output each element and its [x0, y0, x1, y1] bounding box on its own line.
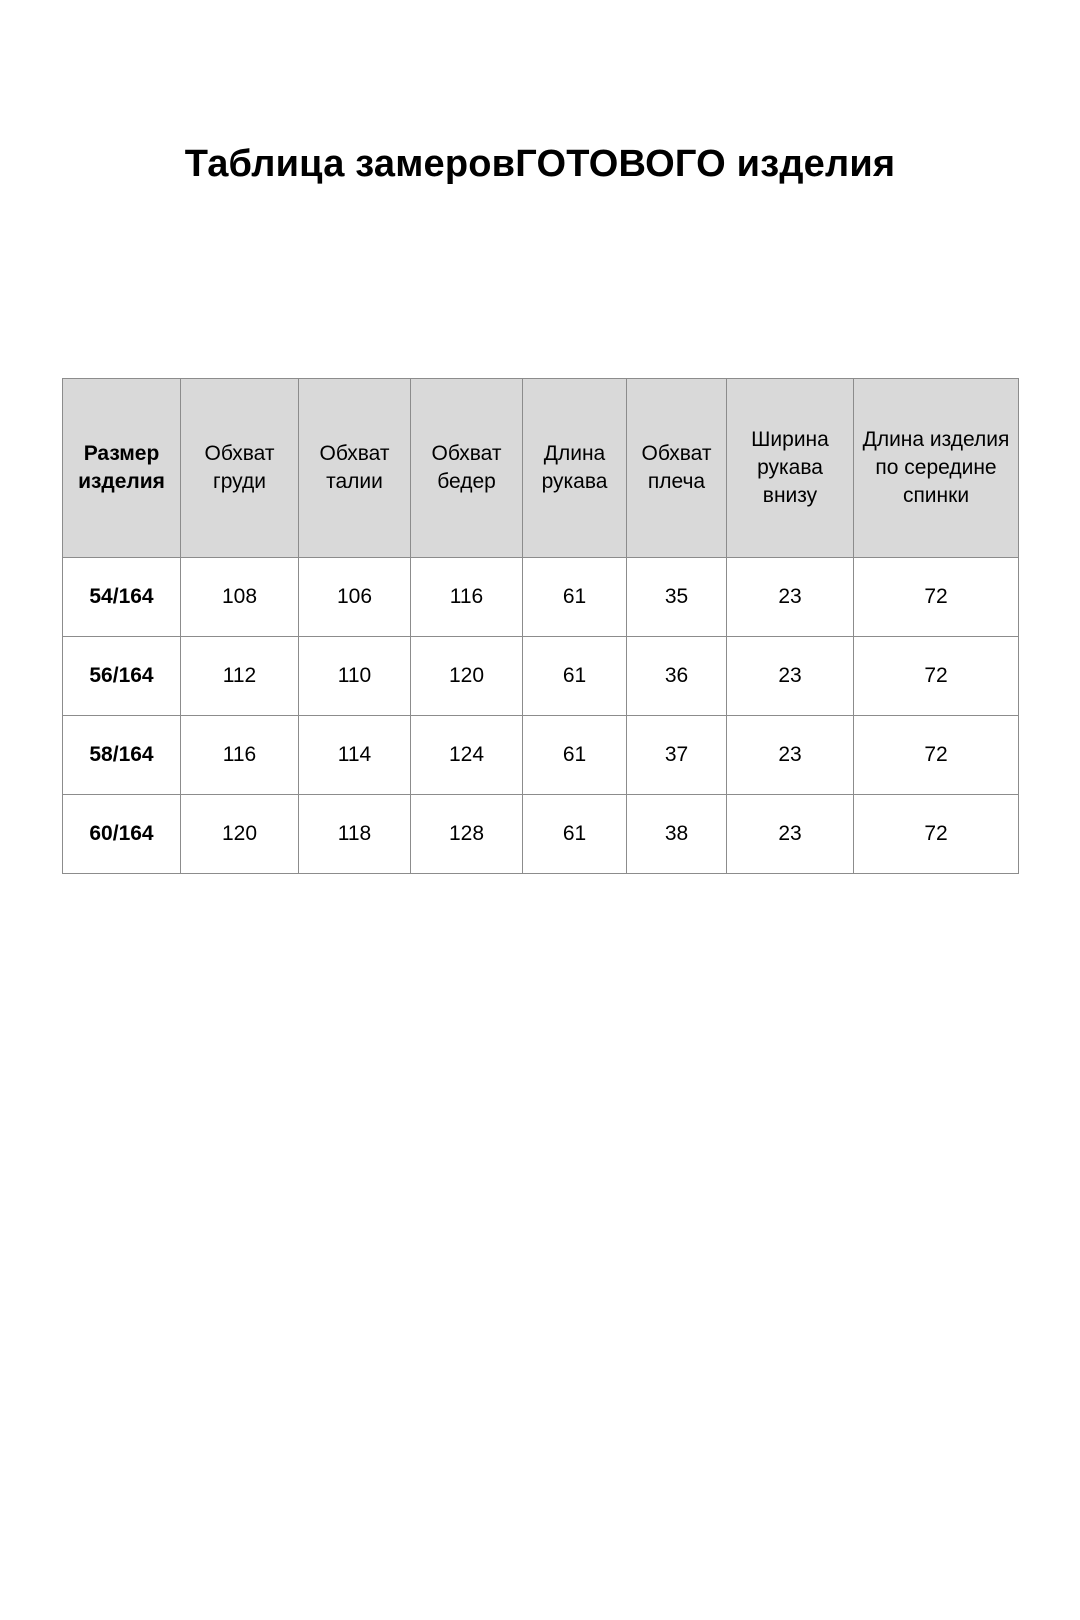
cell-hips: 128	[411, 795, 523, 874]
column-header-back-length: Длина изделия по середине спинки	[854, 379, 1019, 558]
cell-chest: 108	[181, 558, 299, 637]
table-row	[63, 637, 1019, 716]
cell-size: 56/164	[63, 637, 181, 716]
table-row	[63, 558, 1019, 637]
column-header-hips: Обхват бедер	[411, 379, 523, 558]
cell-sleeve-cuff-width: 23	[727, 558, 854, 637]
cell-waist: 106	[299, 558, 411, 637]
cell-chest: 112	[181, 637, 299, 716]
cell-hips: 116	[411, 558, 523, 637]
cell-shoulder-girth: 37	[627, 716, 727, 795]
measurements-table-container	[62, 378, 1018, 874]
cell-sleeve-length: 61	[523, 795, 627, 874]
column-header-sleeve-cuff-width: Ширина рукава внизу	[727, 379, 854, 558]
cell-shoulder-girth: 38	[627, 795, 727, 874]
cell-back-length: 72	[854, 795, 1019, 874]
cell-shoulder-girth: 36	[627, 637, 727, 716]
cell-back-length: 72	[854, 558, 1019, 637]
page-title: Таблица замеровГОТОВОГО изделия	[184, 143, 896, 185]
cell-sleeve-length: 61	[523, 558, 627, 637]
table-row	[63, 716, 1019, 795]
cell-size: 60/164	[63, 795, 181, 874]
table-header-row	[63, 379, 1019, 558]
cell-sleeve-length: 61	[523, 716, 627, 795]
cell-size: 58/164	[63, 716, 181, 795]
cell-sleeve-length: 61	[523, 637, 627, 716]
table-body	[63, 558, 1019, 874]
cell-back-length: 72	[854, 716, 1019, 795]
cell-chest: 116	[181, 716, 299, 795]
table-row	[63, 795, 1019, 874]
table-header	[63, 379, 1019, 558]
cell-sleeve-cuff-width: 23	[727, 795, 854, 874]
cell-chest: 120	[181, 795, 299, 874]
column-header-size: Размер изделия	[63, 379, 181, 558]
cell-waist: 114	[299, 716, 411, 795]
column-header-waist: Обхват талии	[299, 379, 411, 558]
cell-waist: 118	[299, 795, 411, 874]
column-header-sleeve-length: Длина рукава	[523, 379, 627, 558]
column-header-chest: Обхват груди	[181, 379, 299, 558]
cell-hips: 120	[411, 637, 523, 716]
cell-back-length: 72	[854, 637, 1019, 716]
cell-size: 54/164	[63, 558, 181, 637]
measurements-table	[62, 378, 1019, 874]
cell-waist: 110	[299, 637, 411, 716]
cell-sleeve-cuff-width: 23	[727, 716, 854, 795]
cell-shoulder-girth: 35	[627, 558, 727, 637]
column-header-shoulder-girth: Обхват плеча	[627, 379, 727, 558]
cell-hips: 124	[411, 716, 523, 795]
cell-sleeve-cuff-width: 23	[727, 637, 854, 716]
